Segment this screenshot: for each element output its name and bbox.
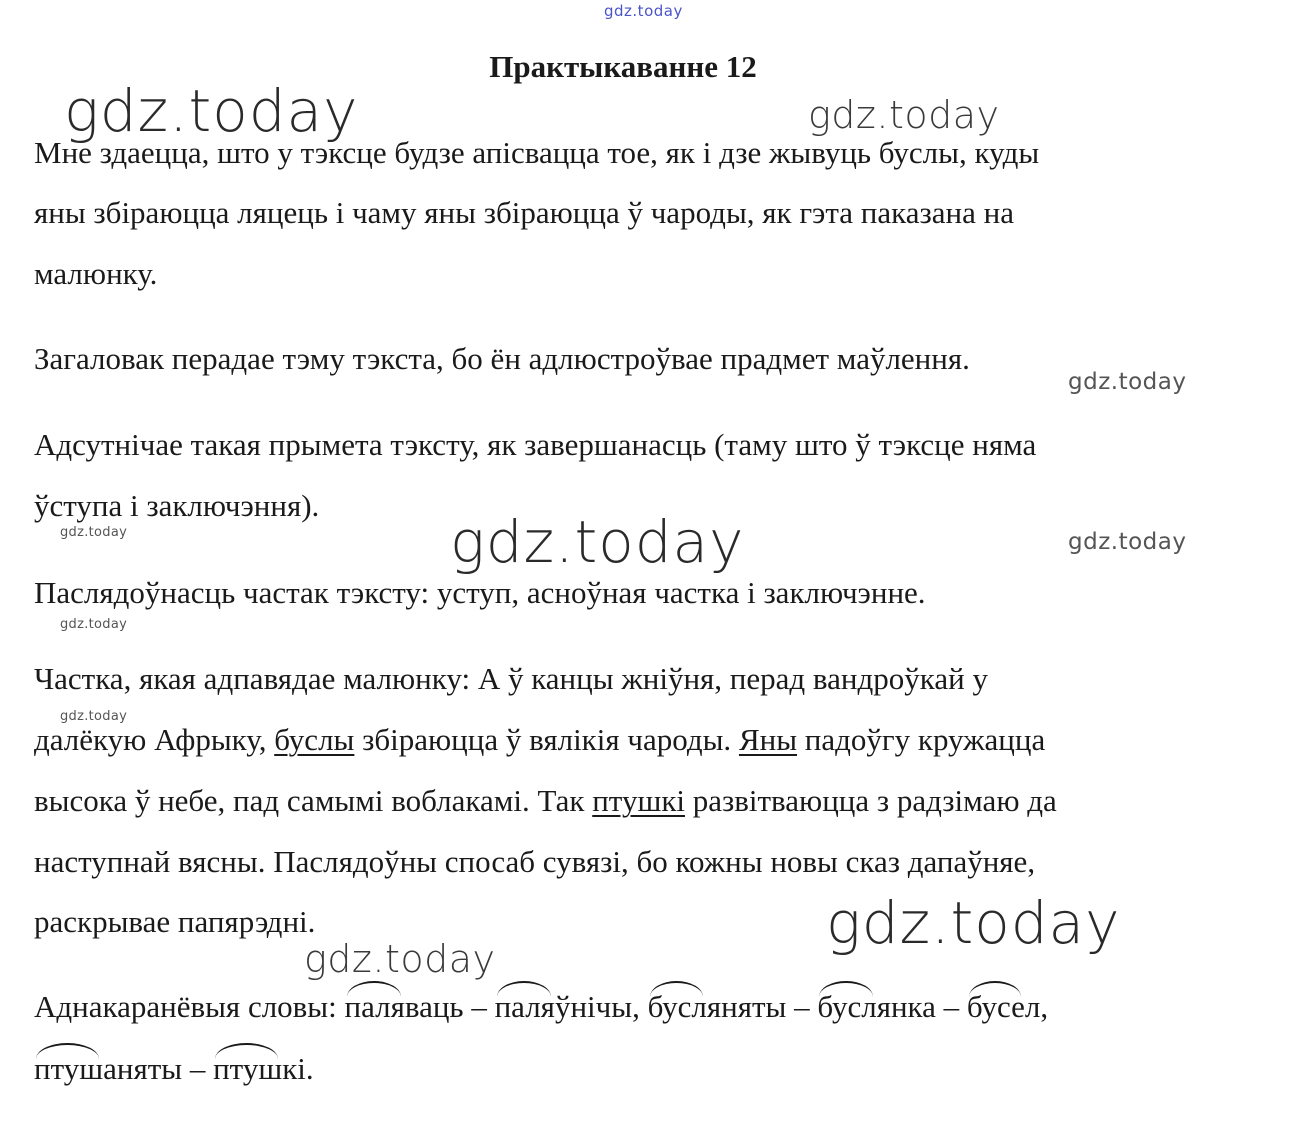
page-title: Практыкаванне 12 (489, 49, 757, 84)
word-suffix: яняты (706, 989, 787, 1024)
paragraph-5-line-4: наступнай вясны. Паслядоўны спосаб сувязі, бо кожны новы сказ дапаўняе, (34, 844, 1036, 879)
paragraph-1-line-3: малюнку. (34, 256, 158, 291)
underlined-word: птушкі (592, 783, 685, 818)
paragraph-5-line-1: Частка, якая адпавядае малюнку: А ў канцы жніўня, перад вандроўкай у (34, 661, 988, 696)
text-segment: далёкую Афрыку, (34, 722, 275, 757)
paragraph-5-line-5: раскрывае папярэдні. (34, 904, 316, 939)
word-root: бусл (817, 989, 877, 1024)
watermark: gdz.today (304, 937, 496, 981)
text-segment: высока ў небе, пад самымі воблакамі. Так (34, 783, 593, 818)
paragraph-4: Паслядоўнасць частак тэксту: уступ, асноўная частка і заключэнне. (34, 575, 926, 610)
separator: , (632, 989, 648, 1024)
word-suffix: кі. (282, 1051, 314, 1086)
word-root: птуш (34, 1051, 104, 1086)
watermark: gdz.today (1068, 369, 1187, 395)
word-suffix: ваць (404, 989, 464, 1024)
paragraph-2: Загаловак перадае тэму тэкста, бо ён адлюстроўвае прадмет маўлення. (34, 341, 970, 376)
word-suffix: л, (1024, 989, 1049, 1024)
word-root: бусе (966, 989, 1025, 1024)
paragraph-6-line-2 (34, 1050, 314, 1087)
watermark-large: gdz.today (64, 77, 359, 145)
text-segment: падоўгу кружацца (797, 722, 1046, 757)
text-segment: развітваюцца з радзімаю да (685, 783, 1057, 818)
paragraph-1-line-1: Мне здаецца, што у тэксце будзе апісвацца тое, як і дзе жывуць буслы, куды (34, 135, 1040, 170)
watermark-small: gdz.today (60, 709, 128, 724)
underlined-word: Яны (738, 722, 798, 757)
word-suffix: ўнічы (554, 989, 633, 1024)
watermark-large: gdz.today (826, 889, 1121, 957)
paragraph-3-line-1: Адсутнічае такая прымета тэксту, як завершанасць (таму што ў тэксце няма (34, 427, 1037, 462)
text-segment: Аднакаранёвыя словы: (34, 989, 345, 1024)
underlined-word: буслы (274, 722, 355, 757)
watermark-large: gdz.today (450, 508, 745, 576)
word-suffix: аняты (103, 1051, 183, 1086)
text-segment: збіраюцца ў вялікія чароды. (354, 722, 739, 757)
separator: – (182, 1051, 214, 1086)
paragraph-5-line-3 (34, 782, 1057, 819)
watermark-small: gdz.today (60, 525, 128, 540)
paragraph-1-line-2: яны збіраюцца ляцець і чаму яны збіраюцца ў чароды, як гэта паказана на (34, 195, 1014, 230)
paragraph-3-line-2: ўступа і заключэння). (34, 488, 320, 523)
watermark-small: gdz.today (60, 617, 128, 632)
word-root: бусл (647, 989, 707, 1024)
word-root: паля (344, 989, 405, 1024)
watermark: gdz.today (808, 93, 1000, 137)
separator: – (935, 989, 967, 1024)
word-root: птуш (213, 1051, 283, 1086)
separator: – (786, 989, 818, 1024)
word-suffix: янка (876, 989, 936, 1024)
separator: – (463, 989, 495, 1024)
word-root: паля (494, 989, 555, 1024)
watermark: gdz.today (1068, 529, 1187, 555)
paragraph-6-line-1 (34, 988, 1048, 1025)
watermark-top: gdz.today (604, 2, 683, 20)
paragraph-5-line-2 (34, 721, 1045, 758)
